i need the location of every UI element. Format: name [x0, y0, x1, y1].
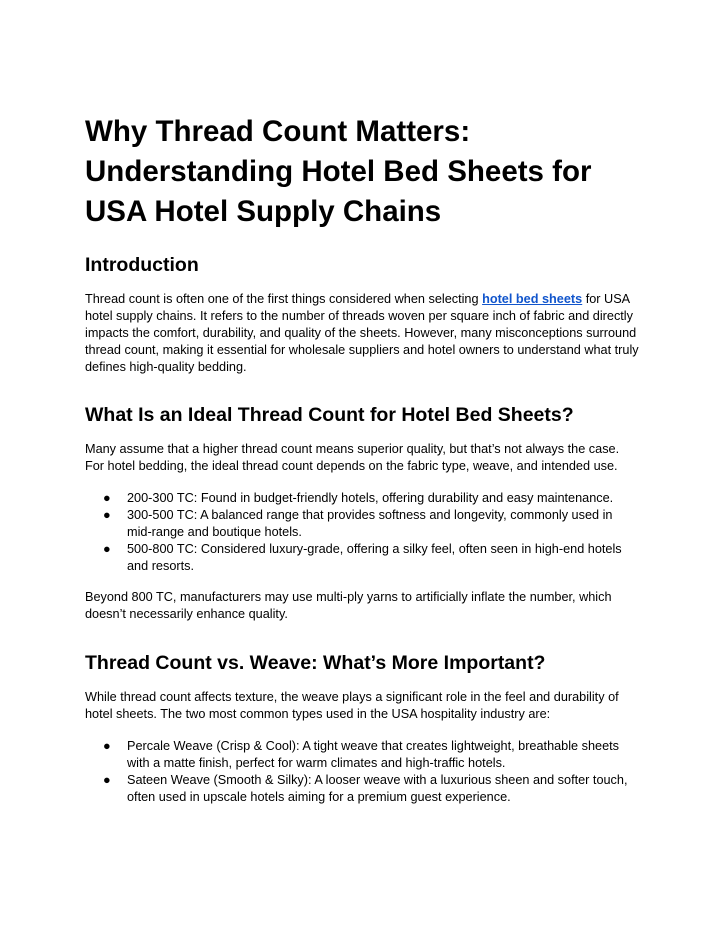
ideal-thread-count-heading: What Is an Ideal Thread Count for Hotel Bed Sheets?: [85, 404, 574, 426]
ideal-paragraph: Many assume that a higher thread count means superior quality, but that’s not always the case. For hotel bedding, the ideal thread count depends on the fabric type, weave, and intended use.: [85, 442, 620, 473]
ideal-bullet-list: [85, 490, 640, 575]
weave-heading: Thread Count vs. Weave: What’s More Important?: [85, 652, 546, 674]
list-item: [85, 738, 640, 772]
list-item-text: Percale Weave (Crisp & Cool): A tight weave that creates lightweight, breathable sheets with a matte finish, perfect for warm climates and high-traffic hotels.: [127, 739, 620, 770]
bullet-icon: ●: [103, 542, 111, 556]
list-item-text: 200-300 TC: Found in budget-friendly hotels, offering durability and easy maintenance.: [127, 491, 614, 505]
list-item: [85, 541, 640, 575]
list-item-text: Sateen Weave (Smooth & Silky): A looser weave with a luxurious sheen and softer touch, often used in upscale hotels aiming for a premium guest experience.: [127, 773, 628, 804]
intro-text-after-link: for USA hotel supply chains. It refers to the number of threads woven per square inch of fabric and directly impacts the comfort, durability, and quality of the sheets. However, many misconceptions surround thread count, making it essential for wholesale suppliers and hotel owners to understand what truly defines high-quality bedding.: [85, 292, 639, 374]
list-item-text: 300-500 TC: A balanced range that provides softness and longevity, commonly used in mid-range and boutique hotels.: [127, 508, 613, 539]
document-title: Why Thread Count Matters: Understanding Hotel Bed Sheets for USA Hotel Supply Chains: [85, 115, 592, 228]
weave-bullet-list: [85, 738, 640, 806]
ideal-closing-paragraph: Beyond 800 TC, manufacturers may use multi-ply yarns to artificially inflate the number, which doesn’t necessarily enhance quality.: [85, 590, 612, 621]
list-item-text: 500-800 TC: Considered luxury-grade, offering a silky feel, often seen in high-end hotels and resorts.: [127, 542, 622, 573]
bullet-icon: ●: [103, 773, 111, 787]
list-item: [85, 490, 640, 507]
weave-paragraph: While thread count affects texture, the weave plays a significant role in the feel and durability of hotel sheets. The two most common types used in the USA hospitality industry are:: [85, 690, 619, 721]
hotel-bed-sheets-link[interactable]: hotel bed sheets: [482, 292, 583, 306]
bullet-icon: ●: [103, 508, 111, 522]
list-item: [85, 772, 640, 806]
intro-paragraph: [85, 291, 640, 376]
bullet-icon: ●: [103, 739, 111, 753]
intro-text-before-link: Thread count is often one of the first things considered when selecting: [85, 292, 483, 306]
list-item: [85, 507, 640, 541]
intro-heading: Introduction: [85, 254, 199, 276]
bullet-icon: ●: [103, 491, 111, 505]
document-page: [85, 112, 640, 806]
